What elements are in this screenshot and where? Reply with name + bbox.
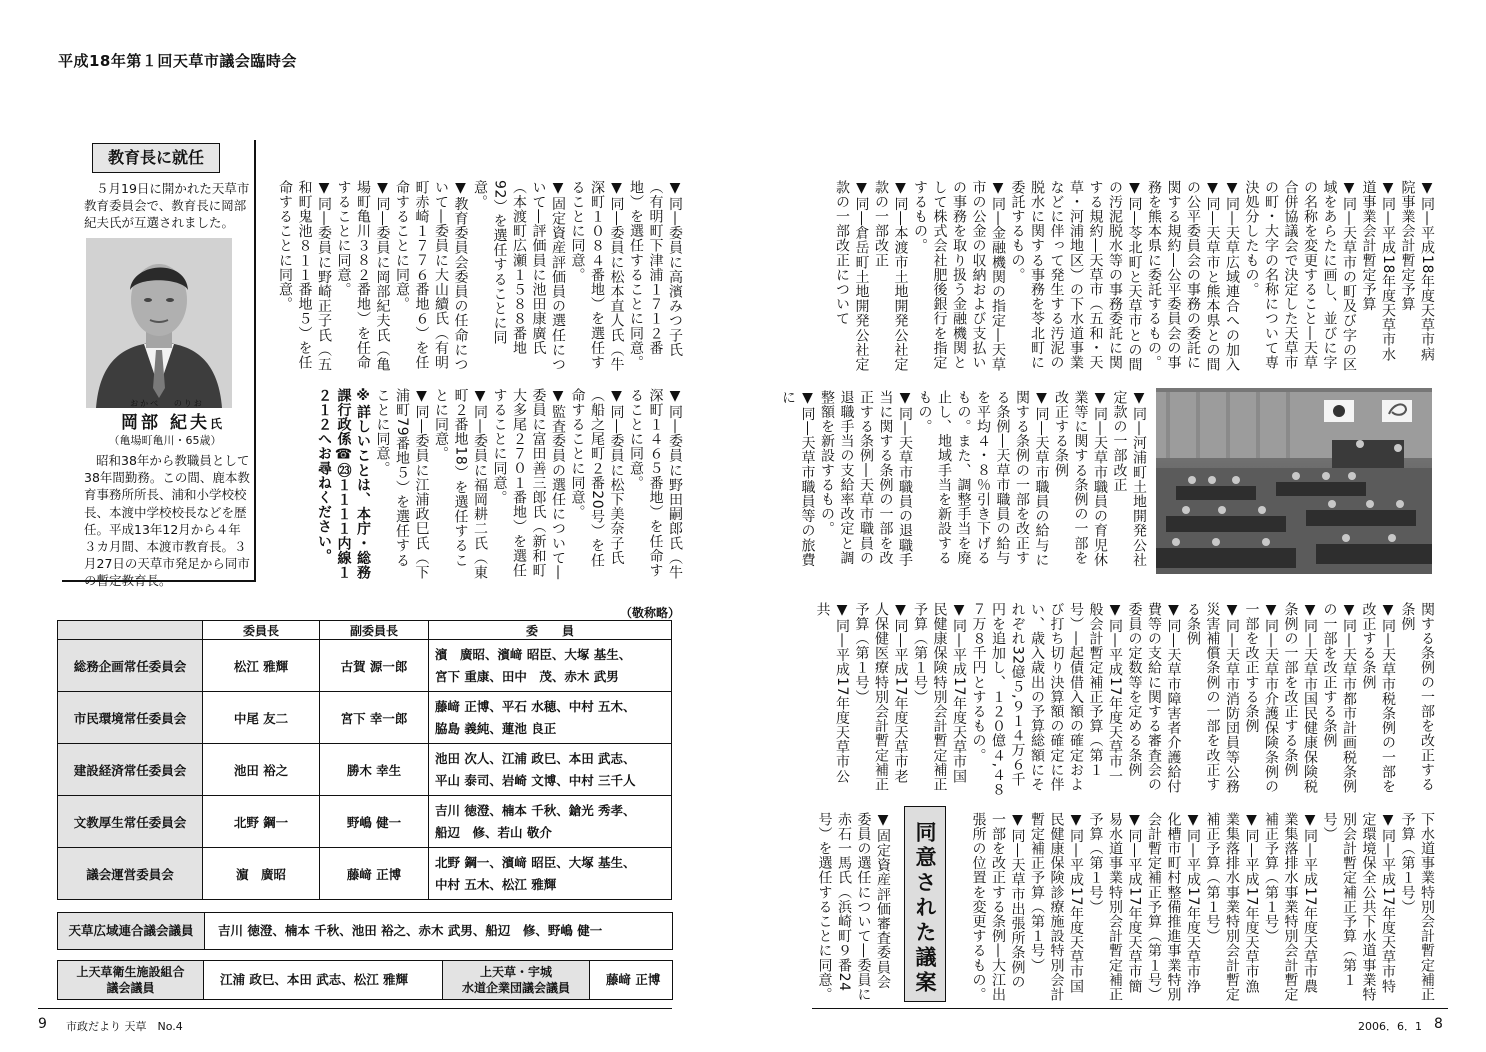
list-item: ▼同―苓北町と天草市との間の汚泥脱水等の事務委託に関する規約―天草市（五和・天草・河浦地区）の下水道事業などに伴って発生する汚泥の脱水に関する事務を苓北町に委託するもの。 [1009,180,1143,372]
table-header-members: 委 員 [429,621,672,640]
table-header-row [58,621,672,640]
consent-list-upper [264,180,684,374]
list-item: 下水道事業特別会計暫定補正予算（第１号） [1399,812,1435,1002]
members-line: 脇島 義純、蓮池 良正 [435,720,557,736]
issue-date: 2006．6．1 [1358,1020,1422,1033]
committee-vice: 古賀 源一郎 [320,640,429,692]
table-row [58,640,672,692]
committee-name: 文教厚生常任委員会 [58,796,203,848]
list-item: 関する条例の一部を改正する条例 [1399,602,1435,792]
list-item: ▼同―倉岳町土地開発公社定款の一部改正について [834,180,870,372]
members-line: 平山 泰司、岩崎 文博、中村 三千人 [435,772,636,788]
list-item: ▼固定資産評価審査委員会委員の選任について―委員に赤石一馬氏（浜崎町９番24号）を選任することに同意。 [816,812,891,1002]
list-item: ▼同―委員に福岡耕二氏（東町２番地18）を選任することに同意。 [433,388,488,580]
list-item: ▼同―平成17年度天草市一般会計暫定補正予算（第１号）―起債借入額の確定および打ち切り決算額の確定に伴い、歳入歳出の予算総額にそれぞれ32億５,９１４万６千円を追加し、１２０億４,４８７万８千円とするもの。 [970,602,1123,797]
list-item: ▼同―天草市国民健康保険税条例の一部を改正する条例 [1282,602,1318,794]
committee-name: 議会運営委員会 [58,848,203,900]
list-item: ▼同―委員に野崎正子氏（五和町鬼池８１１番地５）を任命することに同意。 [277,180,332,372]
agreed-heading: 同意された議案 [913,821,937,996]
list-item: ▼同―委員に松本直人氏（牛深町１０８４番地）を選任することに同意。 [569,180,625,372]
members-line: 中村 五木、松江 雅輝 [435,876,557,892]
table-row [58,796,672,848]
table-header-chair: 委員長 [203,621,320,640]
list-item: ▼固定資産評価員の選任について―評価員に池田康廣氏（本渡町広瀬１５８８番地92）を選任することに同意。 [472,180,566,372]
list-item: ▼同―平成18年度天草市水道事業会計暫定予算 [1360,180,1396,362]
table-row [58,848,672,900]
name-ruby-given: のりお [173,399,204,408]
appointment-lead: ５月19日に開かれた天草市教育委員会で、教育長に岡部紀夫氏が互選されました。 [84,181,250,230]
list-item: ▼教育委員会委員の任命について―委員に大山續氏（有明町赤崎１７７６番地６）を任命することに同意。 [394,180,469,372]
water-union-label-1: 上天草・宇城 [479,965,552,979]
list-item: ▼同―天草広域連合への加入 [1224,180,1240,372]
list-item: ▼監査委員の選任について―委員に富田善三郎氏（新和町大多尾２７０１番地）を選任することに同意。 [491,388,566,580]
list-item: ▼同―委員に高濱みつ子氏（有明町下津浦１７１２番地）を選任することに同意。 [628,180,683,370]
appointee-name-text: 岡部 紀夫 [121,413,210,433]
list-item: ▼同―平成17年度天草市農業集落排水事業特別会計暫定補正予算（第１号） [1263,812,1318,1002]
hygiene-union-members: 江浦 政巳、本田 武志、松江 雅輝 [220,972,409,987]
hygiene-union-label-2: 議会議員 [106,981,155,995]
committee-name: 総務企画常任委員会 [58,640,203,692]
committee-chair: 池田 裕之 [203,744,320,796]
list-item: ▼同―平成18年度天草市病院事業会計暫定予算 [1399,180,1435,362]
committee-name: 建設経済常任委員会 [58,744,203,796]
list-item: ▼同―平成17年度天草市特定環境保全公共下水道事業特別会計暫定補正予算（第１号） [1321,812,1396,1002]
list-item: ▼同―委員に野田嗣郎氏（牛深町１４６５番地）を任命することに同意。 [628,388,683,580]
committee-vice: 宮下 幸一郎 [320,692,429,744]
members-line: 濱 廣昭、濱﨑 昭臣、大塚 基生、 [435,646,632,662]
list-item: ▼同―本渡市土地開発公社定款の一部改正 [873,180,909,372]
members-line: 藤﨑 正博、平石 水穂、中村 五木、 [435,698,636,714]
honorific-note: （敬称略） [620,606,681,620]
members-line: 船辺 修、若山 敬介 [435,824,552,840]
list-item: ▼同―天草市職員の給与に関する条例の一部を改正する条例―天草市職員の給与を平均４・８％引き下げるもの。また、調整手当を廃止し、地域手当を新設するもの。 [916,390,1050,568]
amakusa-wide-union-members: 吉川 徳澄、楠本 千秋、池田 裕之、赤木 武男、船辺 修、野嶋 健一 [218,923,603,938]
committee-members [429,640,672,692]
appointee-name [98,408,248,433]
list-item: ▼同―天草市消防団員等公務災害補償条例の一部を改正する条例 [1185,602,1240,794]
list-item: ▼同―平成17年度天草市簡易水道事業特別会計暫定補正予算（第１号） [1087,812,1143,1002]
committee-chair: 濵 廣昭 [203,848,320,900]
consent-list-lower [264,388,684,582]
resolution-list-mid [780,390,1148,578]
council-chamber-image [1156,388,1432,574]
water-union-members: 藤﨑 正博 [606,972,661,987]
resolution-list-upper [812,180,1436,376]
list-item: ▼同―天草市職員の退職手当に関する条例の一部を改正する条例―天草市職員の退職手当の支給率改定と調整額を新設するもの。 [819,390,913,568]
page-number-left: 9 [38,1016,47,1032]
committee-vice: 勝木 幸生 [320,744,429,796]
union-boxes [57,960,673,1000]
list-item: ▼同―天草市出張所条例の一部を改正する条例―大江出張所の位置を変更するもの。 [970,812,1026,1002]
resolution-list-bottom [962,812,1436,1002]
committee-members [429,692,672,744]
portrait-photo [86,238,232,408]
page-title: 平成18年第１回天草市議会臨時会 [58,52,297,70]
list-item: ▼同―平成17年度天草市浄化槽市町村整備推進事業特別会計暫定補正予算（第１号） [1146,812,1201,1002]
table-header-blank [58,621,203,640]
committee-table [57,620,672,900]
list-item: ▼同―平成17年度天草市国民健康保険特別会計暫定補正予算（第１号） [912,602,967,792]
water-union-label [442,961,590,999]
committee-chair: 北野 鋼一 [203,796,320,848]
committee-members [429,848,672,900]
committee-chair: 松江 雅輝 [203,640,320,692]
list-item: ▼同―平成17年度天草市漁業集落排水事業特別会計暫定補正予算（第１号） [1204,812,1260,1002]
committee-members [429,744,672,796]
appointee-subtitle: （亀場町亀川・65歳） [108,434,222,447]
portrait-image [86,238,232,408]
contact-note: ※詳しいことは、本庁・総務課行政係☎㉓１１１１内線１２１２へお尋ねください。 [316,388,371,580]
committee-vice: 野嶋 健一 [320,796,429,848]
list-item: ▼同―天草市の町及び字の区域をあらたに画し、並びに字の名称を変更すること―天草合併協議会で決定した天草市の町・大字の名称について専決処分したもの。 [1243,180,1357,372]
members-line: 池田 次人、江浦 政巳、本田 武志、 [435,750,636,766]
footer-rule-left [38,1008,672,1009]
list-item: ▼同―平成17年度天草市老人保健医療特別会計暫定補正予算（第１号） [853,602,909,792]
list-item: ▼同―天草市都市計画税条例の一部を改正する条例 [1321,602,1357,794]
list-item: ▼同―天草市税条例の一部を改正する条例 [1360,602,1396,794]
resolution-list-lower [812,602,1436,798]
amakusa-wide-union-label: 天草広域連合議会議員 [58,913,205,949]
members-line: 吉川 徳澄、楠本 千秋、鎗光 秀孝、 [435,802,636,818]
committee-members [429,796,672,848]
members-line: 宮下 重康、田中 茂、赤木 武男 [435,668,619,684]
water-union-label-2: 水道企業団議会議員 [461,981,570,995]
agreed-list [812,812,892,1002]
table-header-vice: 副委員長 [320,621,429,640]
appointee-honorific: 氏 [209,417,225,431]
hygiene-union-label [58,961,204,999]
amakusa-wide-union-box [57,912,673,950]
members-line: 北野 鋼一、濱﨑 昭臣、大塚 基生、 [435,854,636,870]
hygiene-union-label-1: 上天草衛生施設組合 [76,965,185,979]
publication-name: 市政だより 天草 No.4 [66,1020,183,1033]
list-item: ▼同―委員に岡部紀夫氏（亀場町亀川３８２番地）を任命することに同意。 [335,180,391,372]
appointment-heading: 教育長に就任 [92,143,220,173]
list-item: ▼同―天草市職員等の旅費に [780,390,816,568]
list-item: ▼同―天草市介護保険条例の一部を改正する条例 [1243,602,1279,794]
appointee-career: 昭和38年から教職員として38年間勤務。この間、鹿本教育事務所所長、浦和小学校校長、本渡中学校校長などを歴任。平成13年12月から４年３カ月間、本渡市教育長。３月27日の天草市発足から同市の暫定教育長。 [84,453,250,589]
list-item: ▼同―委員に江浦政巳氏（下浦町79番地５）を選任することに同意。 [374,388,430,580]
list-item: ▼同―天草市と熊本県との間の公平委員会の事務の委託に関する規約―公平委員会の事務を熊本県に委託するもの。 [1146,180,1221,372]
name-ruby-surname: おかべ [130,399,161,408]
committee-chair: 中尾 友二 [203,692,320,744]
list-item: ▼同―河浦町土地開発公社定款の一部改正 [1111,390,1147,568]
committee-name: 市民環境常任委員会 [58,692,203,744]
list-item: ▼同―委員に松下美奈子氏（船之尾町２番20号）を任命することに同意。 [569,388,625,568]
council-chamber-photo [1156,388,1432,574]
committee-vice: 藤﨑 正博 [320,848,429,900]
list-item: ▼同―平成17年度天草市国民健康保険診療施設特別会計暫定補正予算（第１号） [1029,812,1084,1002]
list-item: ▼同―天草市障害者介護給付費等の支給に関する審査会の委員の定数等を定める条例 [1126,602,1182,794]
list-item: ▼同―天草市職員の育児休業等に関する条例の一部を改正する条例 [1053,390,1108,568]
table-row [58,692,672,744]
page-number-right: 8 [1434,1016,1443,1032]
list-item: ▼同―金融機関の指定―天草市の公金の収納および支払いの事務を取り扱う金融機関として株式会社肥後銀行を指定するもの。 [912,180,1006,372]
footer-rule-right [812,1008,1448,1009]
table-row [58,744,672,796]
list-item: ▼同―平成17年度天草市公共 [814,602,850,784]
agreed-heading-box [904,806,946,1002]
